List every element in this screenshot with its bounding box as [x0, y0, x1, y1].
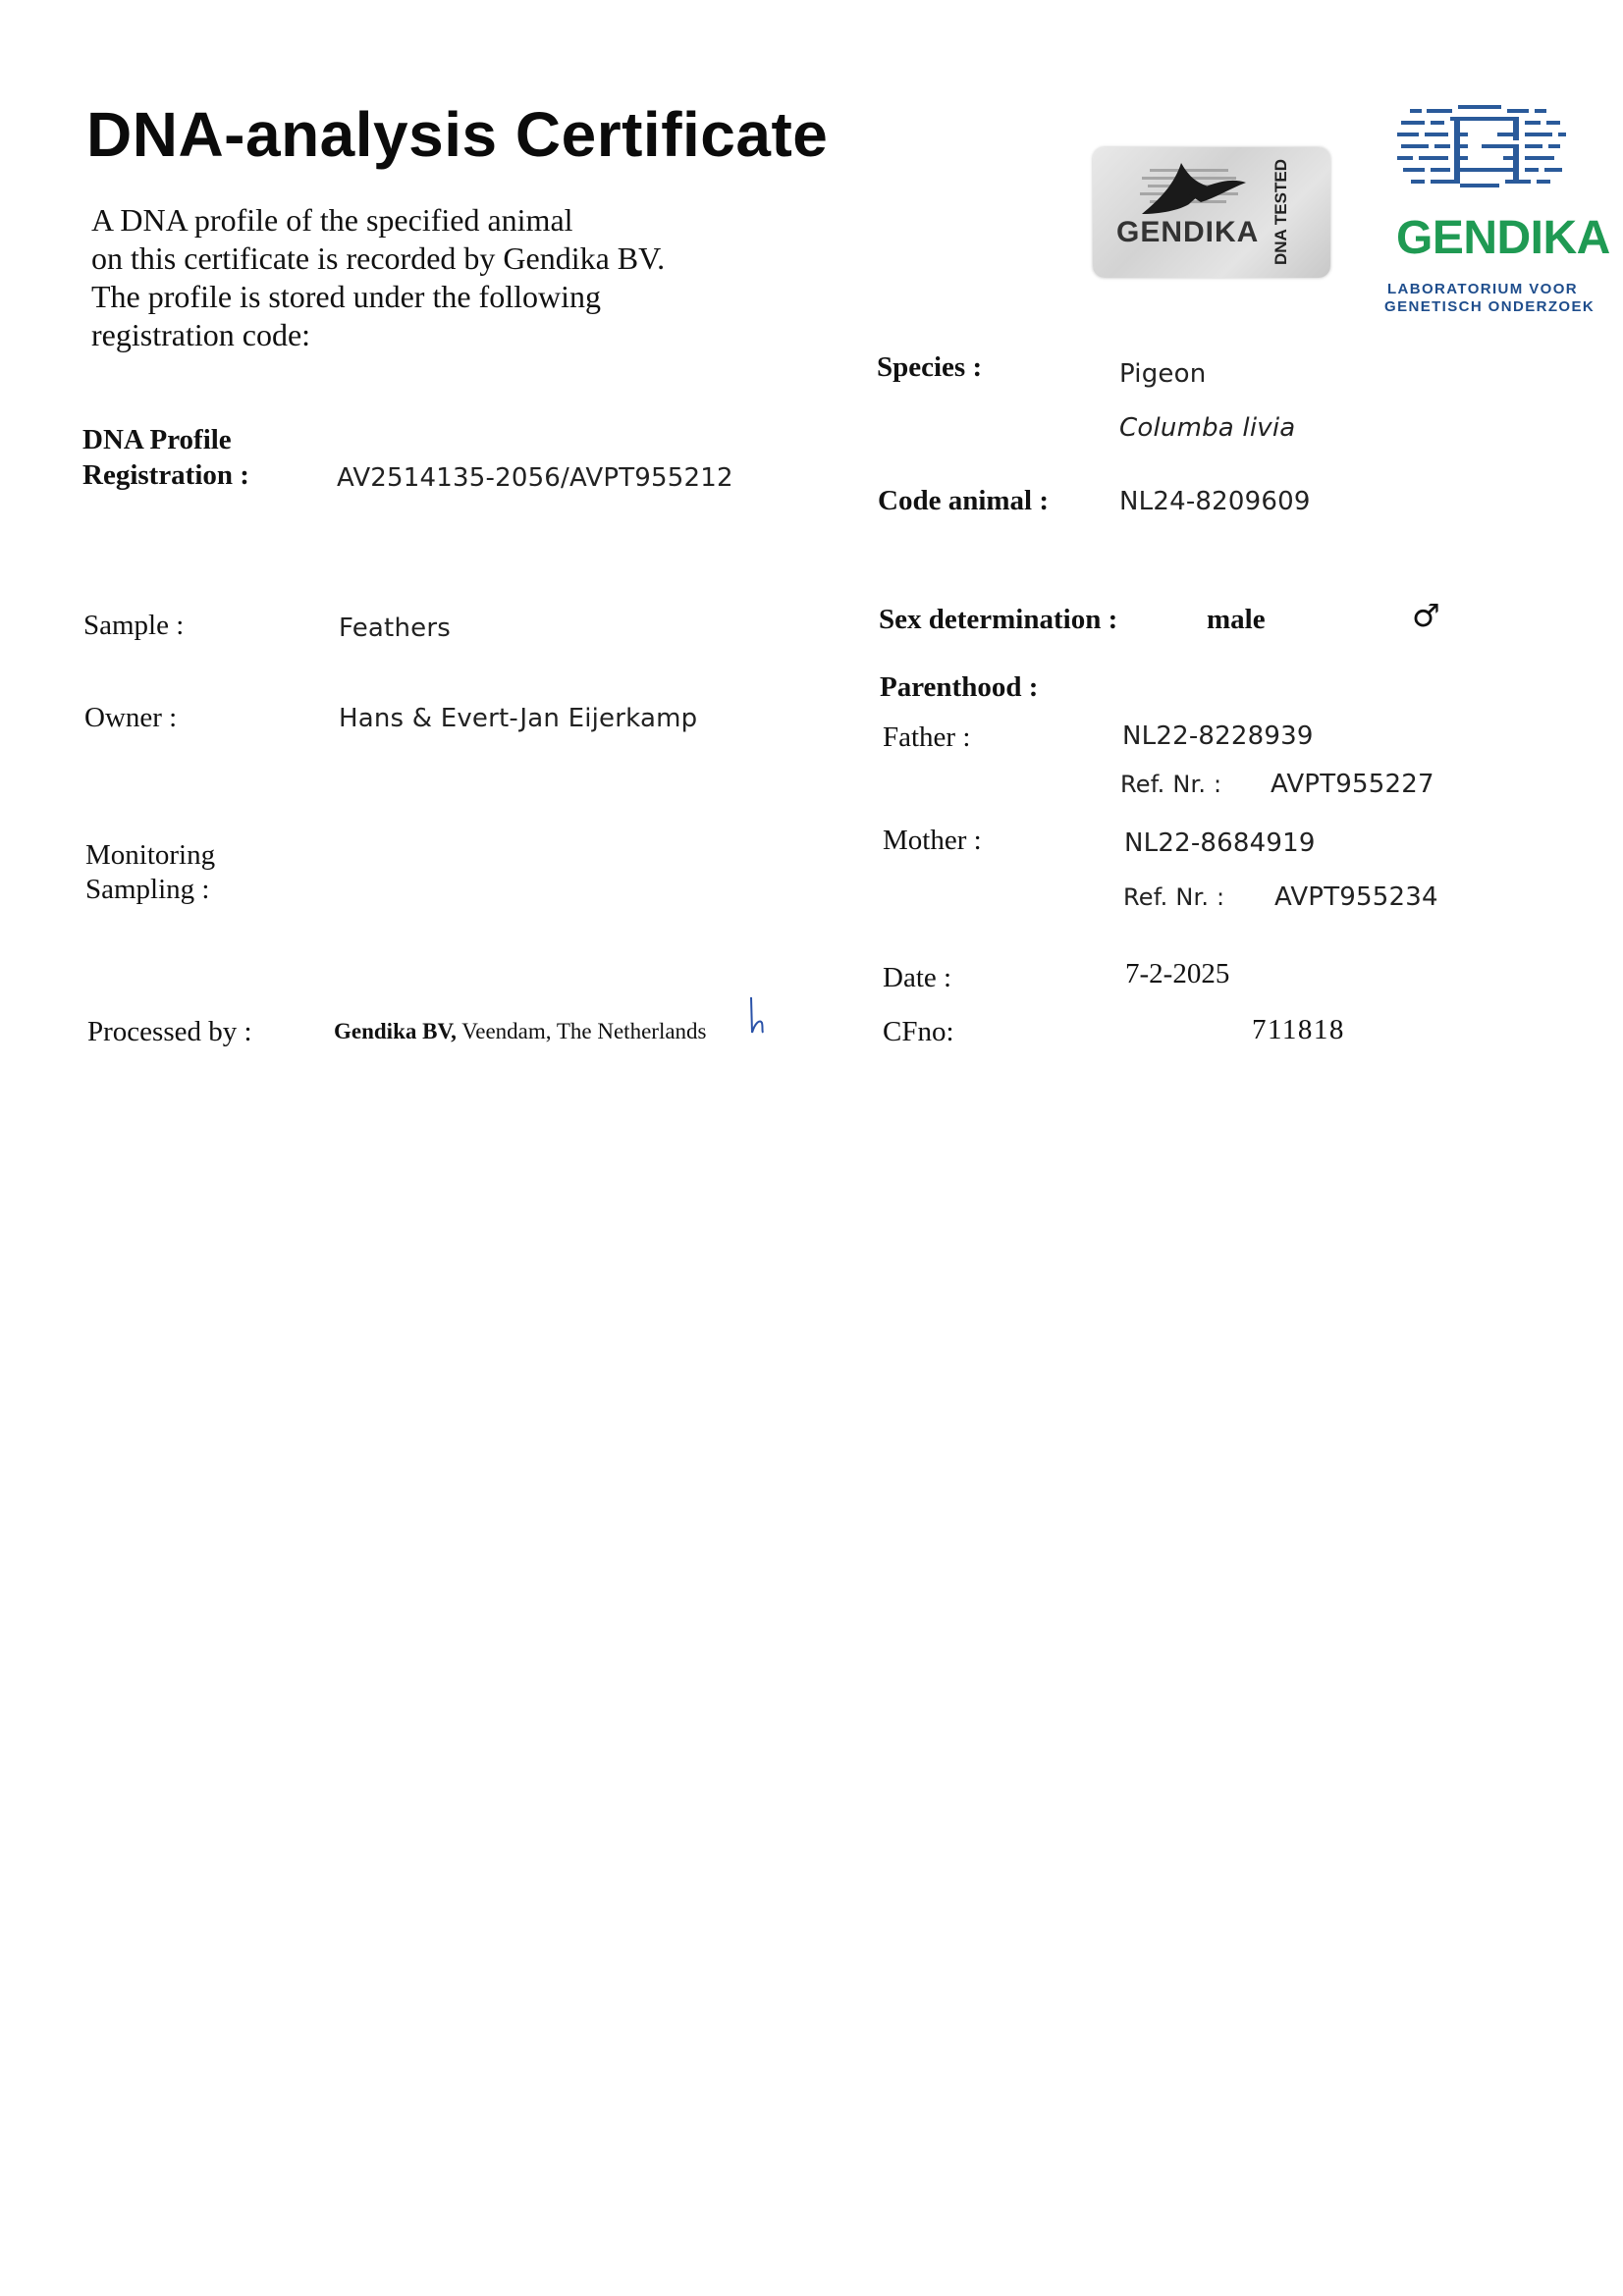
code-animal-label: Code animal : — [878, 485, 1049, 516]
dna-tested-tag — [1268, 155, 1293, 271]
father-label: Father : — [883, 721, 971, 753]
dove-icon — [1120, 155, 1258, 224]
date-label: Date : — [883, 962, 952, 993]
gendika-logo-subtitle — [1384, 281, 1596, 316]
owner-value: Hans & Evert-Jan Eijerkamp — [339, 704, 698, 733]
dna-profile-label-line-1: DNA Profile — [82, 424, 232, 455]
monitoring-label-line-1: Monitoring — [85, 839, 216, 871]
processed-by-company: Gendika BV, — [334, 1019, 457, 1043]
gendika-logo — [1384, 103, 1610, 319]
pen-mark-icon — [746, 993, 768, 1039]
sample-value: Feathers — [339, 614, 451, 643]
intro-line-2: on this certificate is recorded by Gendika BV. — [91, 240, 666, 276]
dna-profile-value: AV2514135-2056/AVPT955212 — [337, 463, 733, 493]
intro-line-3: The profile is stored under the following — [91, 279, 601, 314]
sex-determination-label: Sex determination : — [879, 604, 1118, 635]
species-label: Species : — [877, 351, 983, 383]
parenthood-label: Parenthood : — [880, 671, 1039, 703]
mother-label: Mother : — [883, 825, 982, 856]
father-ref-value: AVPT955227 — [1271, 770, 1434, 799]
sample-label: Sample : — [83, 610, 185, 641]
father-value: NL22-8228939 — [1122, 721, 1314, 751]
date-value: 7-2-2025 — [1125, 958, 1230, 989]
owner-label: Owner : — [84, 702, 178, 733]
mother-ref-label: Ref. Nr. : — [1123, 883, 1225, 911]
sex-value: male — [1207, 604, 1266, 635]
dna-profile-label-line-2: Registration : — [82, 459, 249, 491]
monitoring-label-line-2: Sampling : — [85, 874, 210, 905]
intro-line-4: registration code: — [91, 317, 311, 352]
processed-by-label: Processed by : — [87, 1016, 252, 1047]
code-animal-value: NL24-8209609 — [1119, 487, 1311, 516]
intro-paragraph — [91, 201, 665, 354]
species-latin-value: Columba livia — [1119, 413, 1296, 443]
mother-value: NL22-8684919 — [1124, 828, 1316, 858]
male-symbol-icon: ♂ — [1412, 597, 1440, 634]
cfno-label: CFno: — [883, 1016, 954, 1047]
species-common-value: Pigeon — [1119, 359, 1207, 389]
processed-by-value — [334, 1019, 707, 1044]
gendika-logo-name: GENDIKA — [1396, 212, 1610, 264]
sticker-brand: GENDIKA — [1116, 216, 1260, 248]
intro-line-1: A DNA profile of the specified animal — [91, 202, 573, 238]
gendika-logo-mark-icon — [1395, 103, 1568, 195]
document-title: DNA-analysis Certificate — [86, 99, 829, 170]
gendika-logo-subtitle-line-2: GENETISCH ONDERZOEK — [1384, 298, 1596, 315]
father-ref-label: Ref. Nr. : — [1120, 771, 1222, 798]
mother-ref-value: AVPT955234 — [1274, 882, 1438, 912]
cfno-value: 711818 — [1252, 1014, 1345, 1045]
dna-tested-tag-text: DNA TESTED — [1271, 159, 1290, 265]
dna-tested-sticker — [1093, 147, 1330, 278]
processed-by-location: Veendam, The Netherlands — [456, 1019, 707, 1043]
gendika-logo-subtitle-line-1: LABORATORIUM VOOR — [1386, 281, 1579, 297]
